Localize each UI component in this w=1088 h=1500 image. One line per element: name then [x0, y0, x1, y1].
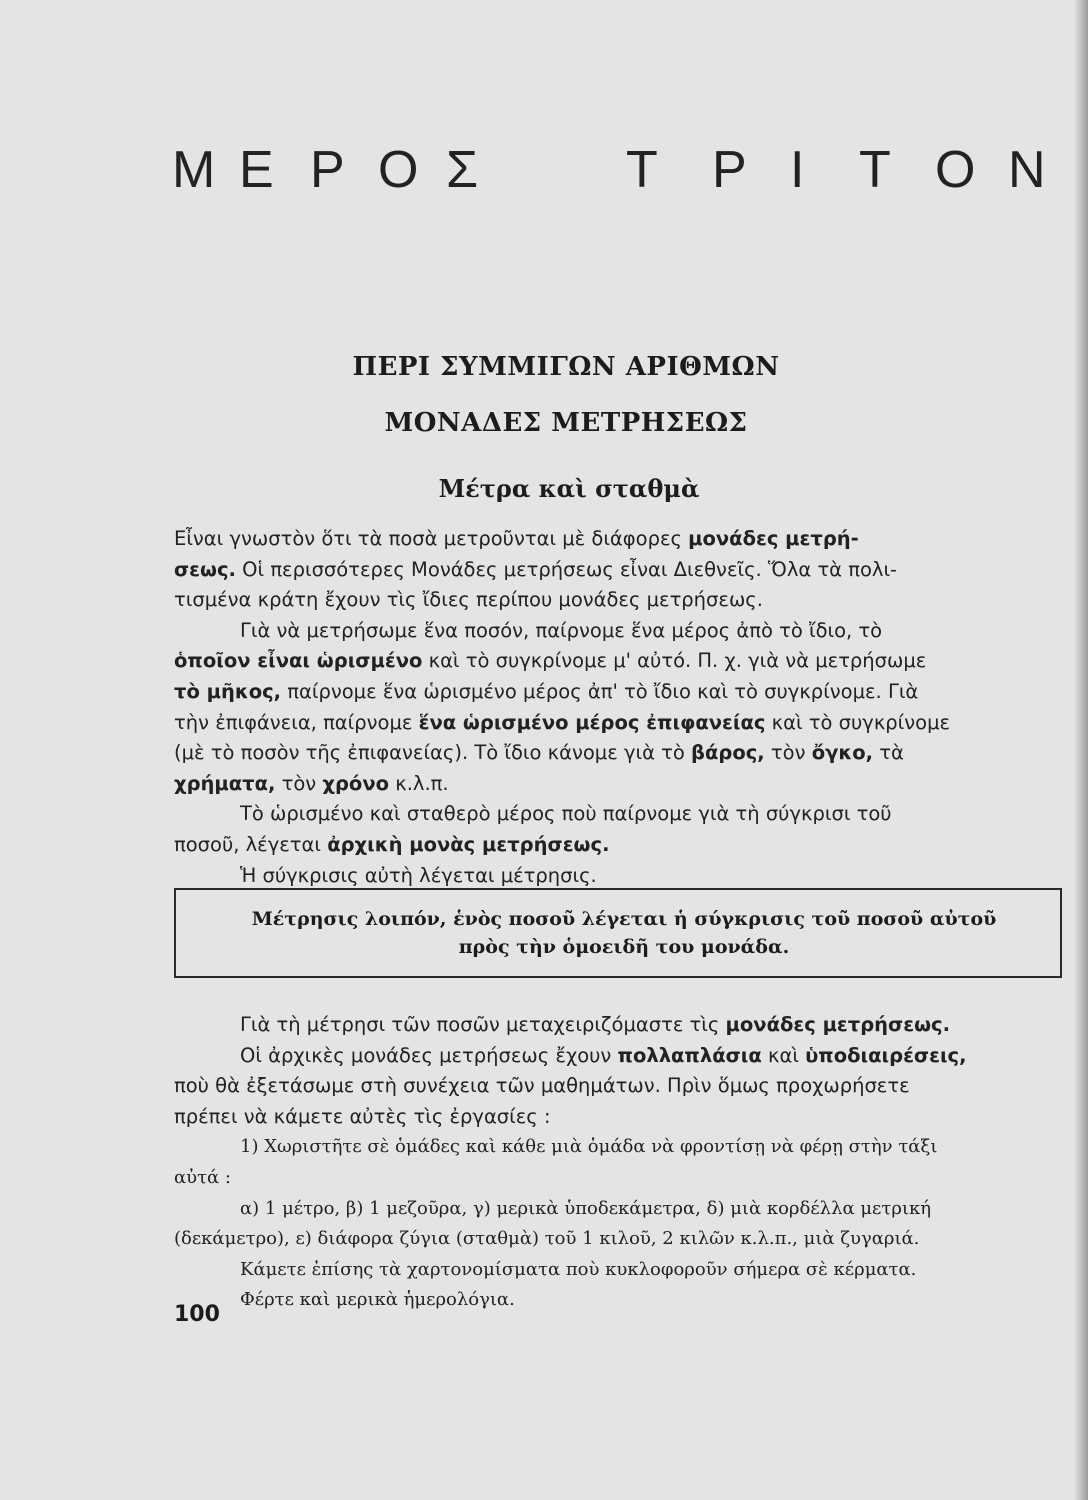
- text-run: Γιὰ τὴ μέτρησι τῶν ποσῶν μεταχειριζόμαστε τὶς: [240, 1013, 726, 1036]
- text-line: [174, 1255, 1070, 1286]
- text-line: [174, 830, 1070, 861]
- part-title-letter: Ρ: [712, 141, 747, 199]
- part-title: [172, 140, 1088, 200]
- part-title-letter: Ε: [239, 141, 274, 199]
- text-line: [174, 708, 1070, 739]
- bold-term: βάρος,: [691, 741, 765, 765]
- part-title-letter: Τ: [626, 141, 658, 199]
- text-run: Κάμετε ἐπίσης τὰ χαρτονομίσματα ποὺ κυκλοφοροῦν σήμερα σὲ κέρματα.: [240, 1258, 917, 1280]
- text-run: Τὸ ὡρισμένο καὶ σταθερὸ μέρος ποὺ παίρνομε γιὰ τὴ σύγκρισι τοῦ: [240, 802, 892, 826]
- bold-term: πολλαπλάσια: [617, 1043, 762, 1067]
- text-line: [174, 1071, 1070, 1102]
- page-edge-shadow: [1074, 0, 1088, 1500]
- bold-term: ἕνα ὡρισμένο μέρος ἐπιφανείας: [418, 710, 766, 734]
- text-line: [174, 677, 1070, 708]
- part-title-letter: Ο: [378, 141, 419, 199]
- part-title-letter: Σ: [446, 141, 479, 199]
- subsection-heading: [0, 474, 1088, 503]
- text-line: [174, 524, 1070, 555]
- text-run: (δεκάμετρο), ε) διάφορα ζύγια (σταθμὰ) τοῦ 1 κιλοῦ, 2 κιλῶν κ.λ.π., μιὰ ζυγαριά.: [174, 1228, 920, 1250]
- text-run: τὴν ἐπιφάνεια, παίρνομε: [174, 710, 419, 734]
- text-line: [174, 1163, 1070, 1194]
- text-run: κ.λ.π.: [389, 771, 449, 795]
- definition-line-2: πρὸς τὴν ὁμοειδῆ του μονάδα.: [458, 936, 790, 958]
- paragraph-intro: [174, 524, 1070, 891]
- text-line: [174, 1132, 1070, 1163]
- text-line: [174, 1102, 1070, 1133]
- text-run: α) 1 μέτρο, β) 1 μεζοῦρα, γ) μερικὰ ὑποδεκάμετρα, δ) μιὰ κορδέλλα μετρική: [240, 1197, 932, 1219]
- text-run: Ἡ σύγκρισις αὐτὴ λέγεται μέτρησις.: [240, 863, 597, 887]
- text-run: 1) Χωριστῆτε σὲ ὁμάδες καὶ κάθε μιὰ ὁμάδα νὰ φροντίσῃ νὰ φέρῃ στὴν τάξι: [240, 1136, 938, 1158]
- chapter-heading: ΠΕΡΙ ΣΥΜΜΙΓΩΝ ΑΡΙΘΜΩΝ: [352, 352, 780, 382]
- text-run: τὸν: [275, 771, 323, 795]
- text-run: Φέρτε καὶ μερικὰ ἡμερολόγια.: [240, 1289, 515, 1311]
- bold-term: ὄγκο,: [811, 741, 874, 765]
- text-run: παίρνομε ἕνα ὡρισμένο μέρος ἀπ' τὸ ἴδιο καὶ τὸ συγκρίνομε. Γιὰ: [281, 679, 919, 703]
- text-run: καὶ: [761, 1043, 806, 1067]
- definition-box: [174, 888, 1062, 978]
- text-run: Οἱ ἀρχικὲς μονάδες μετρήσεως ἔχουν: [240, 1043, 618, 1067]
- text-line: [174, 646, 1070, 677]
- bold-term: τὸ μῆκος,: [174, 679, 282, 703]
- text-line: [174, 738, 1070, 769]
- text-line: [174, 1285, 1070, 1316]
- text-run: Εἶναι γνωστὸν ὅτι τὰ ποσὰ μετροῦνται μὲ διάφορες: [174, 527, 689, 550]
- bold-term: ὁποῖον εἶναι ὡρισμένο: [174, 649, 423, 673]
- part-title-letter: Μ: [172, 141, 216, 199]
- part-title-letter: Τ: [859, 141, 891, 199]
- text-line: [174, 555, 1070, 586]
- text-line: [174, 799, 1070, 830]
- subsection-heading-text: Μέτρα καὶ σταθμὰ: [438, 474, 700, 503]
- text-line: [174, 616, 1070, 647]
- text-run: τὸν: [764, 741, 812, 765]
- text-line: [174, 861, 1070, 892]
- text-line: [174, 585, 1070, 616]
- text-run: τισμένα κράτη ἔχουν τὶς ἴδιες περίπου μονάδες μετρήσεως.: [174, 588, 763, 612]
- text-run: ποσοῦ, λέγεται: [174, 832, 328, 856]
- text-run: τὰ: [873, 741, 904, 765]
- definition-line-1: Μέτρησις λοιπόν, ἑνὸς ποσοῦ λέγεται ἡ σύγκρισις τοῦ ποσοῦ αὐτοῦ: [251, 908, 997, 930]
- text-run: (μὲ τὸ ποσὸν τῆς ἐπιφανείας). Τὸ ἴδιο κάνομε γιὰ τὸ: [174, 741, 692, 765]
- bold-term: μονάδες μετρή-: [688, 527, 859, 550]
- text-line: [174, 1224, 1070, 1255]
- text-line: [174, 1010, 1070, 1041]
- text-run: καὶ τὸ συγκρίνομε: [765, 710, 951, 734]
- text-line: [174, 1041, 1070, 1072]
- text-run: Οἱ περισσότερες Μονάδες μετρήσεως εἶναι Διεθνεῖς. Ὅλα τὰ πολι-: [235, 557, 898, 581]
- part-title-letter: Ν: [1008, 141, 1046, 199]
- text-run: ποὺ θὰ ἐξετάσωμε στὴ συνέχεια τῶν μαθημάτων. Πρὶν ὅμως προχωρήσετε: [174, 1074, 910, 1098]
- bold-term: μονάδες μετρήσεως.: [725, 1013, 951, 1036]
- page-number: 100: [174, 1302, 220, 1327]
- paragraph-activities: [174, 1010, 1070, 1316]
- bold-term: ἀρχικὴ μονὰς μετρήσεως.: [327, 832, 610, 856]
- text-run: καὶ τὸ συγκρίνομε μ' αὐτό. Π. χ. γιὰ νὰ μετρήσωμε: [422, 649, 927, 673]
- bold-term: χρόνο: [322, 771, 390, 795]
- text-run: αὐτά :: [174, 1166, 231, 1188]
- part-title-letter: Ι: [790, 141, 805, 199]
- bold-term: ὑποδιαιρέσεις,: [805, 1043, 967, 1067]
- text-run: πρέπει νὰ κάμετε αὐτὲς τὶς ἐργασίες :: [174, 1104, 551, 1128]
- bold-term: σεως.: [174, 557, 236, 581]
- bold-term: χρήματα,: [174, 771, 276, 795]
- section-heading: ΜΟΝΑΔΕΣ ΜΕΤΡΗΣΕΩΣ: [384, 408, 748, 438]
- text-line: [174, 1194, 1070, 1225]
- part-title-letter: Ρ: [310, 141, 345, 199]
- text-run: Γιὰ νὰ μετρήσωμε ἕνα ποσόν, παίρνομε ἕνα μέρος ἀπὸ τὸ ἴδιο, τὸ: [240, 618, 883, 642]
- text-line: [174, 769, 1070, 800]
- part-title-letter: Ο: [935, 141, 976, 199]
